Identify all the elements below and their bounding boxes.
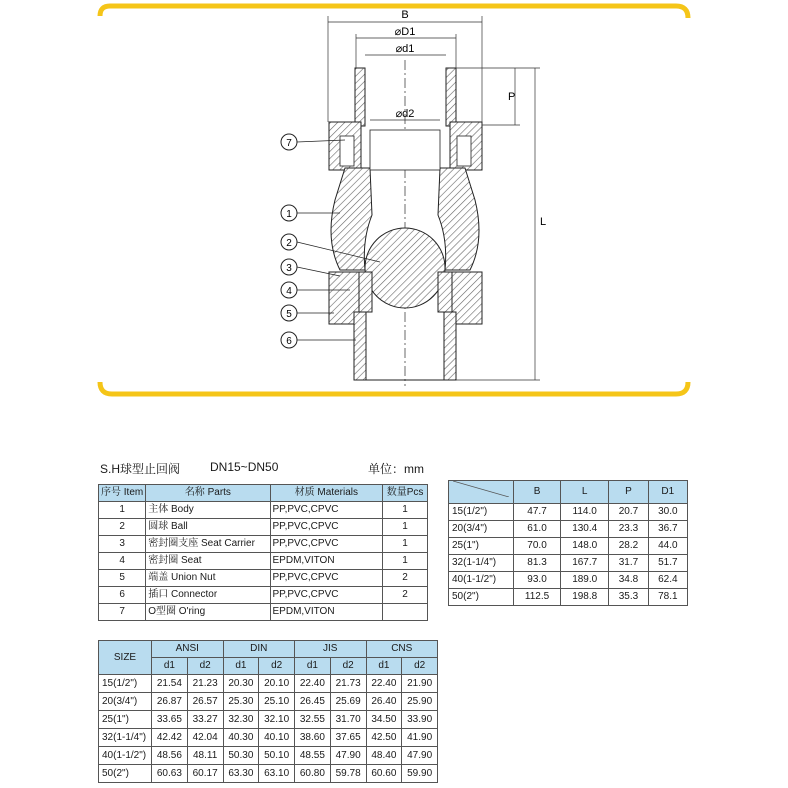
cell: 1 [383,536,428,553]
cell: 40.10 [259,729,295,747]
cell: 21.73 [330,675,366,693]
cell: 40.30 [223,729,259,747]
cell: 62.4 [648,572,687,589]
dims-corner [449,481,514,504]
cell: 22.40 [366,675,402,693]
table-row [449,538,688,555]
table-row [99,519,428,536]
cell: PP,PVC,CPVC [270,502,383,519]
cell: 33.27 [187,711,223,729]
cell: 25.30 [223,693,259,711]
cell: 28.2 [609,538,648,555]
spec-title-row [100,460,430,478]
cell: 20.10 [259,675,295,693]
callout-5 [281,305,334,321]
sizes-col-size: SIZE [99,641,152,675]
sub-d1: d1 [152,658,188,675]
cell: 50.30 [223,747,259,765]
parts-col-material: 材质 Materials [270,485,383,502]
cell: 34.50 [366,711,402,729]
cell: EPDM,VITON [270,604,383,621]
cell: 78.1 [648,589,687,606]
cell: EPDM,VITON [270,553,383,570]
table-row [99,747,438,765]
cell: 32.55 [295,711,331,729]
sub-d1: d1 [295,658,331,675]
parts-col-item: 序号 Item [99,485,146,502]
cell: 7 [99,604,146,621]
cell: 23.3 [609,521,648,538]
cell: 1 [383,553,428,570]
cell: 48.40 [366,747,402,765]
cell: 50.10 [259,747,295,765]
dim-label-d2: ⌀d2 [395,108,415,120]
cell: 32(1-1/4") [449,555,514,572]
cell: 2 [383,587,428,604]
cell: 25(1") [99,711,152,729]
table-row [99,711,438,729]
cell: 32(1-1/4") [99,729,152,747]
unit-label: 单位：mm [368,462,424,476]
table-row [99,729,438,747]
cell: 47.90 [330,747,366,765]
sub-d2: d2 [187,658,223,675]
table-row [99,502,428,519]
cell: 20.30 [223,675,259,693]
cell: 6 [99,587,146,604]
cell: 60.17 [187,765,223,783]
cell: 26.40 [366,693,402,711]
sizes-col-jis: JIS [295,641,367,658]
cell: 主体 Body [146,502,270,519]
cell: 48.55 [295,747,331,765]
cell: 20(3/4") [449,521,514,538]
cell: 3 [99,536,146,553]
cell: 70.0 [514,538,561,555]
cell: 41.90 [402,729,438,747]
cell: 59.90 [402,765,438,783]
cell: 圆球 Ball [146,519,270,536]
table-row [99,553,428,570]
svg-text:6: 6 [286,336,292,347]
table-row [449,504,688,521]
cell: 1 [383,519,428,536]
size-range: DN15~DN50 [210,460,279,474]
cell: 26.57 [187,693,223,711]
svg-text:2: 2 [286,238,292,249]
table-row [99,587,428,604]
sizes-header-row-1 [99,641,438,658]
cell: 189.0 [561,572,609,589]
cell: 61.0 [514,521,561,538]
cell: 114.0 [561,504,609,521]
cell: 33.65 [152,711,188,729]
parts-col-qty: 数量Pcs [383,485,428,502]
cell: O型圈 O'ring [146,604,270,621]
cell: 31.70 [330,711,366,729]
cell: 148.0 [561,538,609,555]
diagonal-divider-icon [453,481,509,497]
cell: 1 [99,502,146,519]
dims-col-b: B [514,481,561,504]
table-row [449,521,688,538]
cell: 37.65 [330,729,366,747]
sub-d2: d2 [259,658,295,675]
table-row [99,536,428,553]
cell: 51.7 [648,555,687,572]
sub-d2: d2 [330,658,366,675]
cell: 40(1-1/2") [99,747,152,765]
cell: 34.8 [609,572,648,589]
cell: 5 [99,570,146,587]
cell: 26.45 [295,693,331,711]
table-row [99,765,438,783]
cell: 44.0 [648,538,687,555]
sub-d1: d1 [223,658,259,675]
dims-col-d1: D1 [648,481,687,504]
cell: PP,PVC,CPVC [270,587,383,604]
table-row [99,693,438,711]
cell: 31.7 [609,555,648,572]
cell: PP,PVC,CPVC [270,536,383,553]
cell: 密封圈支座 Seat Carrier [146,536,270,553]
dim-label-d1-upper: ⌀D1 [394,26,416,38]
dims-header-row [449,481,688,504]
cell: 25.10 [259,693,295,711]
cell: 15(1/2") [449,504,514,521]
cell: 60.80 [295,765,331,783]
cell: 48.56 [152,747,188,765]
sub-d1: d1 [366,658,402,675]
dim-label-p: P [508,91,516,103]
cell: 2 [99,519,146,536]
cell: 60.60 [366,765,402,783]
cell: 112.5 [514,589,561,606]
cell: 26.87 [152,693,188,711]
cell: 81.3 [514,555,561,572]
cell: 33.90 [402,711,438,729]
cell: 20.7 [609,504,648,521]
svg-text:7: 7 [286,138,292,149]
product-title: S.H球型止回阀 [100,462,181,476]
cell: 21.90 [402,675,438,693]
cell: 47.90 [402,747,438,765]
cell: 4 [99,553,146,570]
parts-col-name: 名称 Parts [146,485,270,502]
cell: 21.23 [187,675,223,693]
cell: 端盖 Union Nut [146,570,270,587]
dims-col-l: L [561,481,609,504]
parts-header-row [99,485,428,502]
parts-table [98,484,428,621]
cell: 167.7 [561,555,609,572]
cell: 60.63 [152,765,188,783]
cell: 40(1-1/2") [449,572,514,589]
cell: 93.0 [514,572,561,589]
cell: 15(1/2") [99,675,152,693]
cell: 32.30 [223,711,259,729]
svg-text:3: 3 [286,263,292,274]
callout-6 [281,332,356,348]
cell: 密封圈 Seat [146,553,270,570]
cell: 2 [383,570,428,587]
sub-d2: d2 [402,658,438,675]
cell [383,604,428,621]
cell: 36.7 [648,521,687,538]
cell: 50(2") [449,589,514,606]
table-row [99,604,428,621]
size-standards-table [98,640,438,783]
dimensions-table [448,480,688,606]
cell: 42.04 [187,729,223,747]
sizes-col-ansi: ANSI [152,641,224,658]
cell: 20(3/4") [99,693,152,711]
table-row [449,555,688,572]
cell: 25(1") [449,538,514,555]
cell: 59.78 [330,765,366,783]
cell: 38.60 [295,729,331,747]
cell: 50(2") [99,765,152,783]
svg-text:1: 1 [286,209,292,220]
dim-label-b: B [401,9,409,21]
cell: 63.30 [223,765,259,783]
cell: 35.3 [609,589,648,606]
sizes-col-cns: CNS [366,641,438,658]
cell: 32.10 [259,711,295,729]
cell: PP,PVC,CPVC [270,570,383,587]
cell: 25.90 [402,693,438,711]
cell: 198.8 [561,589,609,606]
dims-col-p: P [609,481,648,504]
yellow-frame [100,6,688,394]
sizes-col-din: DIN [223,641,295,658]
cell: 25.69 [330,693,366,711]
table-row [449,589,688,606]
cell: 130.4 [561,521,609,538]
cell: 63.10 [259,765,295,783]
cell: 1 [383,502,428,519]
cell: PP,PVC,CPVC [270,519,383,536]
cell: 插口 Connector [146,587,270,604]
svg-text:5: 5 [286,309,292,320]
cell: 22.40 [295,675,331,693]
cell: 42.42 [152,729,188,747]
cell: 21.54 [152,675,188,693]
table-row [99,675,438,693]
cell: 47.7 [514,504,561,521]
dim-label-d1: ⌀d1 [395,43,415,55]
dim-label-l: L [540,216,547,228]
svg-text:4: 4 [286,286,292,297]
cell: 48.11 [187,747,223,765]
table-row [449,572,688,589]
cell: 42.50 [366,729,402,747]
table-row [99,570,428,587]
cell: 30.0 [648,504,687,521]
